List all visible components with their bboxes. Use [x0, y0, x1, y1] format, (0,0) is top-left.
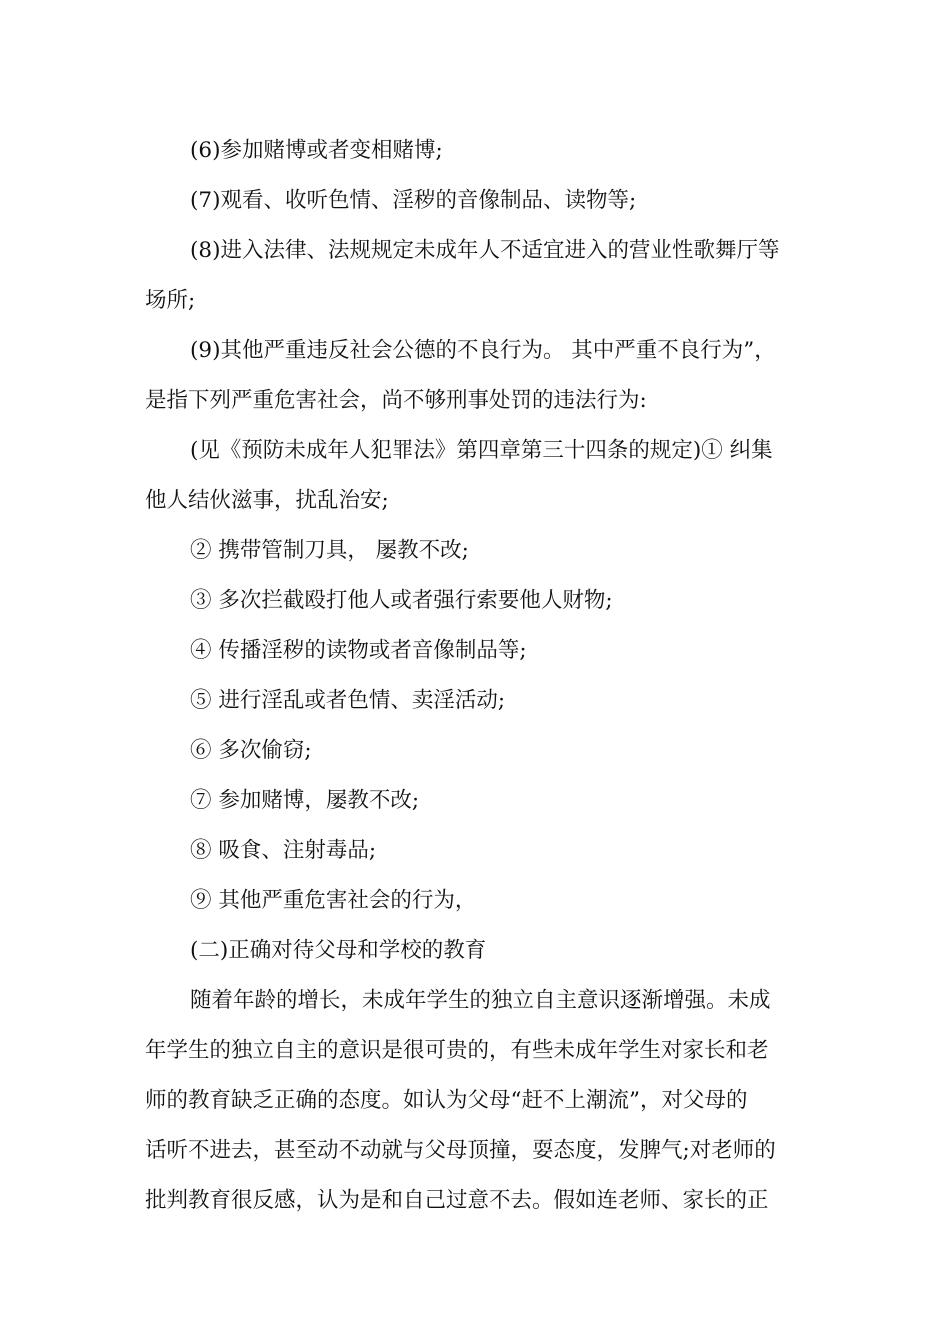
text-line: ⑧ 吸食、注射毒品;: [190, 838, 377, 863]
text-line: 话听不进去，甚至动不动就与父母顶撞，耍态度，发脾气;对老师的: [145, 1138, 776, 1163]
text-line: 他人结伙滋事，扰乱治安;: [145, 488, 389, 513]
text-line: ④ 传播淫秽的读物或者音像制品等;: [190, 638, 527, 663]
text-line: 场所;: [145, 288, 196, 313]
text-line: 年学生的独立自主的意识是很可贵的，有些未成年学生对家长和老: [145, 1038, 769, 1063]
text-line: ② 携带管制刀具， 屡教不改;: [190, 538, 469, 563]
text-line: (8)进入法律、法规规定未成年人不适宜进入的营业性歌舞厅等: [190, 238, 780, 263]
text-line: ⑥ 多次偷窃;: [190, 738, 312, 763]
text-line: 是指下列严重危害社会，尚不够刑事处罚的违法行为:: [145, 388, 647, 413]
text-line: ⑨ 其他严重危害社会的行为，: [190, 888, 477, 913]
text-line: 随着年龄的增长，未成年学生的独立自主意识逐渐增强。未成: [190, 988, 771, 1013]
text-line: ⑦ 参加赌博，屡教不改;: [190, 788, 420, 813]
text-line: (7)观看、收听色情、淫秽的音像制品、读物等;: [190, 188, 637, 213]
text-line: 批判教育很反感，认为是和自己过意不去。假如连老师、家长的正: [145, 1188, 769, 1213]
text-line: ⑤ 进行淫乱或者色情、卖淫活动;: [190, 688, 506, 713]
text-line: ③ 多次拦截殴打他人或者强行索要他人财物;: [190, 588, 613, 613]
text-line: 师的教育缺乏正确的态度。如认为父母“赶不上潮流”，对父母的: [145, 1088, 748, 1113]
text-line: (6)参加赌博或者变相赌博;: [190, 138, 443, 163]
text-line: (9)其他严重违反社会公德的不良行为。 其中严重不良行为”，: [190, 338, 776, 363]
section-heading: (二)正确对待父母和学校的教育: [190, 938, 487, 963]
text-line: (见《预防未成年人犯罪法》第四章第三十四条的规定)① 纠集: [190, 438, 773, 463]
